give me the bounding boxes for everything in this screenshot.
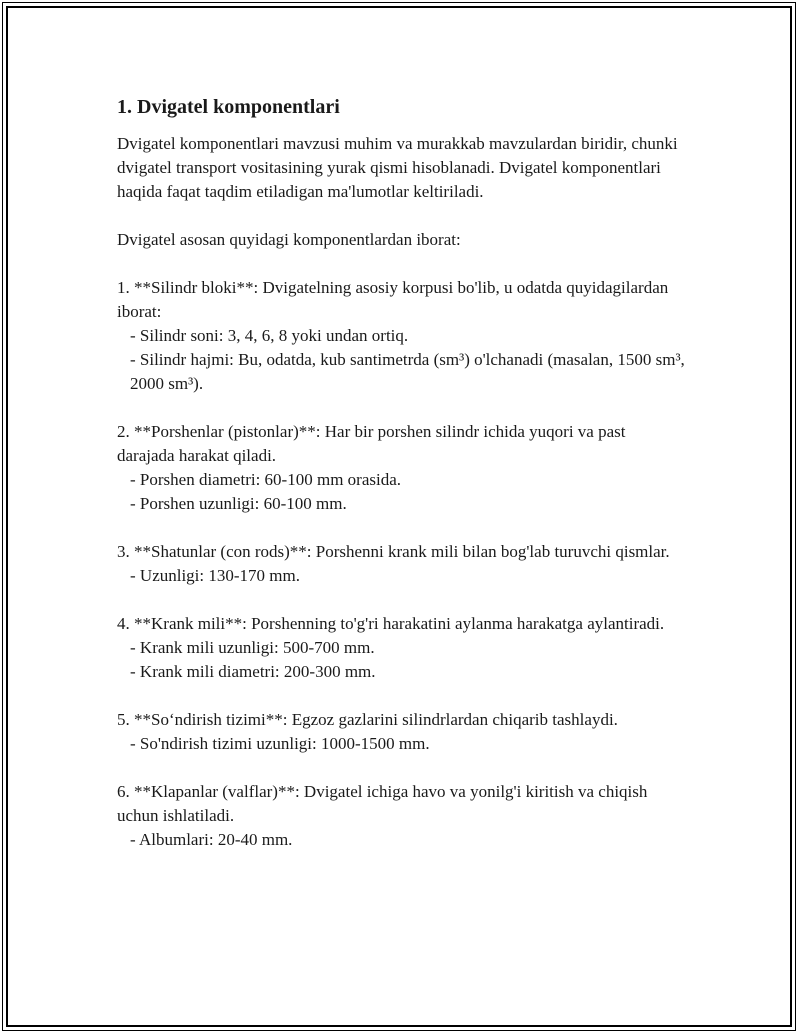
component-item bbox=[117, 708, 687, 756]
lead-paragraph: Dvigatel asosan quyidagi komponentlardan iborat: bbox=[117, 230, 461, 249]
component-title: 3. **Shatunlar (con rods)**: Porshenni krank mili bilan bog'lab turuvchi qismlar. bbox=[117, 542, 670, 561]
component-title: 2. **Porshenlar (pistonlar)**: Har bir porshen silindr ichida yuqori va past darajada harakat qiladi. bbox=[117, 422, 626, 465]
component-detail: - So'ndirish tizimi uzunligi: 1000-1500 mm. bbox=[130, 734, 430, 753]
component-item bbox=[117, 420, 687, 516]
component-item bbox=[117, 780, 687, 852]
component-detail: - Silindr hajmi: Bu, odatda, kub santimetrda (sm³) o'lchanadi (masalan, 1500 sm³, 2000 sm³). bbox=[130, 350, 685, 393]
document-body bbox=[117, 94, 687, 852]
component-detail: - Albumlari: 20-40 mm. bbox=[130, 830, 293, 849]
component-detail: - Porshen uzunligi: 60-100 mm. bbox=[130, 494, 347, 513]
component-detail: - Krank mili diametri: 200-300 mm. bbox=[130, 662, 376, 681]
section-heading: 1. Dvigatel komponentlari bbox=[117, 96, 340, 118]
component-item bbox=[117, 276, 687, 396]
intro-paragraph: Dvigatel komponentlari mavzusi muhim va murakkab mavzulardan biridir, chunki dvigatel transport vositasining yurak qismi hisoblanadi. Dvigatel komponentlari haqida faqat taqdim etiladigan ma'lumotlar keltiriladi. bbox=[117, 134, 678, 201]
component-item bbox=[117, 612, 687, 684]
component-item bbox=[117, 540, 687, 588]
component-title: 1. **Silindr bloki**: Dvigatelning asosiy korpusi bo'lib, u odatda quyidagilardan iborat: bbox=[117, 278, 669, 321]
component-title: 4. **Krank mili**: Porshenning to'g'ri harakatini aylanma harakatga aylantiradi. bbox=[117, 614, 665, 633]
component-detail: - Uzunligi: 130-170 mm. bbox=[130, 566, 300, 585]
component-detail: - Porshen diametri: 60-100 mm orasida. bbox=[130, 470, 402, 489]
component-title: 6. **Klapanlar (valflar)**: Dvigatel ichiga havo va yonilg'i kiritish va chiqish uchun ishlatiladi. bbox=[117, 782, 648, 825]
component-detail: - Krank mili uzunligi: 500-700 mm. bbox=[130, 638, 375, 657]
component-detail: - Silindr soni: 3, 4, 6, 8 yoki undan ortiq. bbox=[130, 326, 409, 345]
component-title: 5. **So‘ndirish tizimi**: Egzoz gazlarini silindrlardan chiqarib tashlaydi. bbox=[117, 710, 618, 729]
